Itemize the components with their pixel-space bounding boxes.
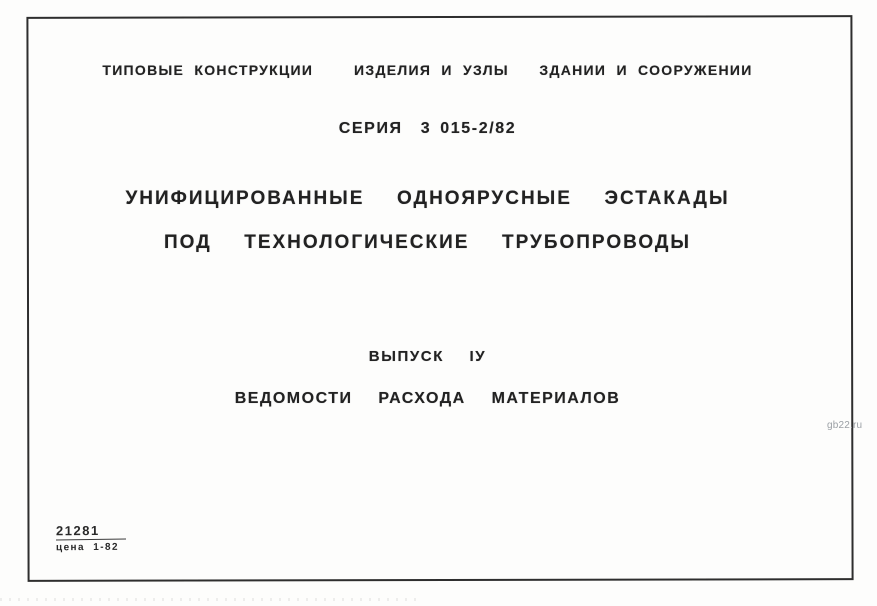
- document-title-line-1: УНИФИЦИРОВАННЫЕ ОДНОЯРУСНЫЕ ЭСТАКАДЫ: [125, 188, 730, 209]
- site-watermark: gb22.ru: [827, 420, 863, 431]
- price-stamp: [56, 523, 126, 553]
- page-border-frame: [26, 15, 853, 582]
- stamp-underline: [56, 539, 126, 541]
- series-number-line: СЕРИЯ 3 015-2/82: [338, 120, 517, 137]
- stamp-price-line: цена 1-82: [55, 541, 119, 554]
- stamp-order-number: 21281: [55, 522, 100, 539]
- document-subtitle-line: ВЕДОМОСТИ РАСХОДА МАТЕРИАЛОВ: [234, 390, 621, 407]
- document-header-line: ТИПОВЫЕ КОНСТРУКЦИИ ИЗДЕЛИЯ И УЗЛЫ ЗДАНИИ И СООРУЖЕНИИ: [102, 62, 753, 78]
- document-title-line-2: ПОД ТЕХНОЛОГИЧЕСКИЕ ТРУБОПРОВОДЫ: [163, 232, 692, 253]
- scan-noise-band: [0, 598, 420, 601]
- issue-number-line: ВЫПУСК IУ: [368, 348, 487, 365]
